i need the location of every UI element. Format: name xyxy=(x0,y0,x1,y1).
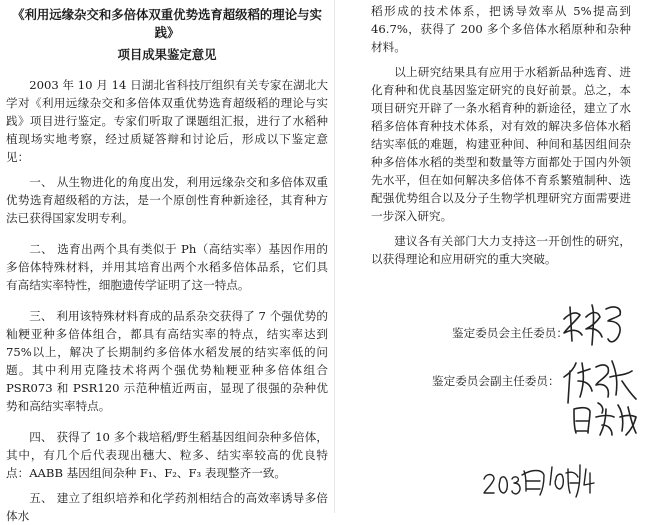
opinion-item-4: 四、 获得了 10 多个栽培稻/野生稻基因组间杂种多倍体，其中，有几个后代表现出穗大、粒多、结实率较高的优良特点：AABB 基因组间杂种 F₁、F₂、F₃ 表现整齐一致。 xyxy=(6,430,328,480)
document-title: 《利用远缘杂交和多倍体双重优势选育超级稻的理论与实践》 xyxy=(12,7,322,40)
vice-chair-label: 鉴定委员会副主任委员： xyxy=(432,374,560,388)
recommendation-paragraph: 建议各有关部门大力支持这一开创性的研究，以获得理论和应用研究的重大突破。 xyxy=(371,234,631,266)
handwritten-date xyxy=(480,455,600,499)
left-page-content xyxy=(6,6,328,525)
vice-chair-signature-2 xyxy=(568,395,640,439)
signature-block xyxy=(340,315,640,505)
opinion-item-5-continued: 稻形成的技术体系，把诱导效率从 5%提高到 46.7%，获得了 200 多个多倍体水稻原种和杂种材料。 xyxy=(371,4,631,54)
opinion-item-2: 二、 选育出两个具有类似于 Ph（高结实率）基因作用的多倍体特殊材料，并用其培育出两个水稻多倍体品系，它们具有高结实率特性，细胞遗传学证明了这一特点。 xyxy=(6,242,328,292)
opinion-item-3: 三、 利用该特殊材料育成的品系杂交获得了 7 个强优势的籼粳亚种多倍体组合，都具有高结实率的特点，结实率达到 75%以上，解决了长期制约多倍体水稻发展的结实率低的问题。其中利用克隆技术将两个强优势籼粳亚种多倍体组合 PSR073 和 PSR120 示范种植近两亩，显现了很强的杂种优势和高结实率特点。 xyxy=(6,309,328,413)
right-page-content xyxy=(371,2,631,268)
opinion-item-5-start: 五、 建立了组织培养和化学药剂相结合的高效率诱导多倍体水 xyxy=(6,491,328,523)
summary-paragraph: 以上研究结果具有应用于水稻新品种选育、进化育种和优良基因鉴定研究的良好前景。总之，本项目研究开辟了一条水稻育种的新途径，建立了水稻多倍体育种技术体系，对有效的解决多倍体水稻结实率低的难题，构建亚种间、种间和基因组间杂种多倍体水稻的类型和数量等方面都处于国内外领先水平，但在如何解决多倍体不育系繁殖制种、选配强优势组合以及分子生物学机理研究方面需要进一步深入研究。 xyxy=(371,65,631,223)
document-subtitle: 项目成果鉴定意见 xyxy=(117,47,217,62)
chair-signature xyxy=(558,297,632,355)
chair-label: 鉴定委员会主任委员： xyxy=(452,326,568,340)
opinion-item-1: 一、 从生物进化的角度出发，利用远缘杂交和多倍体双重优势选育超级稻的方法，是一个原创性育种新途径，其育种方法已获得国家发明专利。 xyxy=(6,175,328,225)
intro-paragraph: 2003 年 10 月 14 日湖北省科技厅组织有关专家在湖北大学对《利用远缘杂交和多倍体双重优势选育超级稻的理论与实践》项目进行鉴定。专家们听取了课题组汇报，进行了水稻种植现场实地考察，经过质疑答辩和讨论后，形成以下鉴定意见： xyxy=(6,78,328,164)
